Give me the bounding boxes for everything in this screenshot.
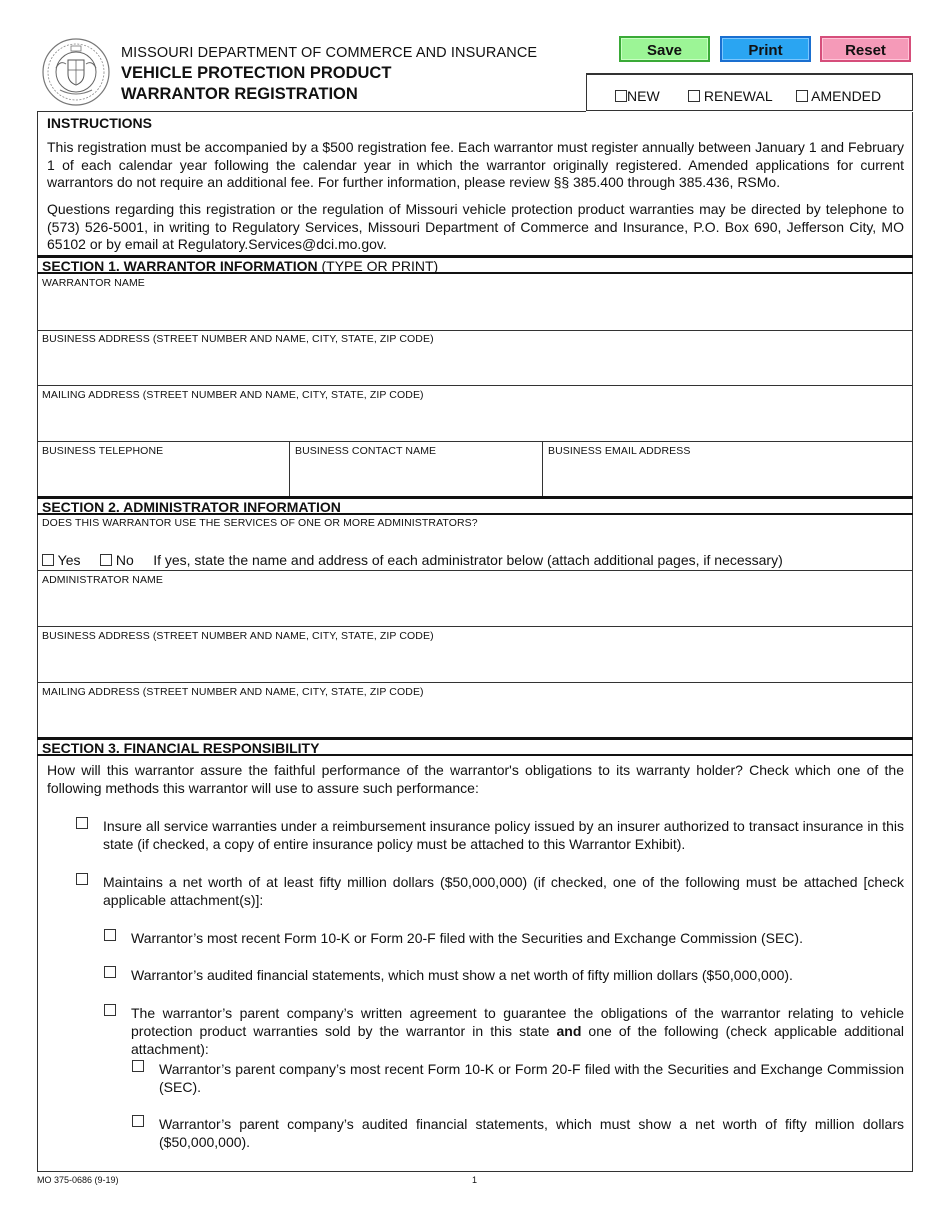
no-checkbox[interactable] [100,554,112,566]
renewal-label: RENEWAL [703,88,773,104]
amended-label: AMENDED [811,88,882,104]
section2-title-bold: SECTION 2. ADMINISTRATOR INFORMATION [42,499,341,515]
section1-title-bold: SECTION 1. WARRANTOR INFORMATION [42,258,318,274]
section3-title-bold: SECTION 3. FINANCIAL RESPONSIBILITY [42,740,320,756]
yes-label: Yes [57,552,81,568]
instructions-paragraph-1: This registration must be accompanied by a $500 registration fee. Each warrantor must register annually between January 1 and February 1 of each calendar year following the calendar year in which the warrantor originally registered. Amended applications for current warrantors do not require an additional fee. For further information, please review §§ 385.400 through 385.436, RSMo. [47,139,904,190]
warrantor-mailing-address-field[interactable] [38,402,912,441]
administrator-business-address-field[interactable] [38,643,912,682]
warrantor-business-address-label: BUSINESS ADDRESS (STREET NUMBER AND NAME, CITY, STATE, ZIP CODE) [42,333,434,345]
business-contact-name-label: BUSINESS CONTACT NAME [295,445,437,457]
networth-option-checkbox[interactable] [76,873,88,885]
form-title-line1: VEHICLE PROTECTION PRODUCT [121,64,392,82]
administrator-mailing-address-field[interactable] [38,699,912,737]
insurance-option-text: Insure all service warranties under a reimbursement insurance policy issued by an insurer authorized to transact insurance in this state (if checked, a copy of entire insurance policy must be attached to this Warrantor Exhibit). [103,818,904,852]
section1-subtitle: (TYPE OR PRINT) [317,258,439,274]
warrantor-business-address-field[interactable] [38,346,912,385]
warrantor-name-label: WARRANTOR NAME [42,277,145,289]
administrator-name-field[interactable] [38,587,912,626]
renewal-checkbox[interactable] [688,90,700,102]
administrator-business-address-label: BUSINESS ADDRESS (STREET NUMBER AND NAME, CITY, STATE, ZIP CODE) [42,630,434,642]
administrator-mailing-address-label: MAILING ADDRESS (STREET NUMBER AND NAME, CITY, STATE, ZIP CODE) [42,686,424,698]
state-seal-icon [42,38,110,106]
audited-statements-text: Warrantor’s audited financial statements, which must show a net worth of fifty million dollars ($50,000,000). [131,967,793,983]
parent-audited-checkbox[interactable] [132,1115,144,1127]
parent-guarantee-checkbox[interactable] [104,1004,116,1016]
save-button[interactable]: Save [619,36,710,62]
parent-10k-text: Warrantor’s parent company’s most recent Form 10-K or Form 20-F filed with the Securities and Exchange Commission (SEC). [159,1061,904,1095]
form-10k-checkbox[interactable] [104,929,116,941]
amended-option[interactable] [796,88,881,104]
warrantor-mailing-address-label: MAILING ADDRESS (STREET NUMBER AND NAME, CITY, STATE, ZIP CODE) [42,389,424,401]
if-yes-instruction: If yes, state the name and address of each administrator below (attach additional pages, if necessary) [153,552,783,568]
form-title-line2: WARRANTOR REGISTRATION [121,85,358,103]
form-10k-text: Warrantor’s most recent Form 10-K or Form 20-F filed with the Securities and Exchange Commission (SEC). [131,930,803,946]
divider [37,626,913,627]
new-option[interactable] [615,88,660,104]
networth-option-text: Maintains a net worth of at least fifty million dollars ($50,000,000) (if checked, one of the following must be attached [check applicable attachment(s)]: [103,874,904,908]
divider [37,682,913,683]
divider [37,570,913,571]
divider [37,330,913,331]
parent-audited-text: Warrantor’s parent company’s audited financial statements, which must show a net worth of fifty million dollars ($50,000,000). [159,1116,904,1150]
warrantor-name-field[interactable] [38,290,912,330]
business-email-label: BUSINESS EMAIL ADDRESS [548,445,691,457]
business-contact-name-field[interactable] [290,458,540,496]
administrators-answer-row [42,551,912,569]
section3-title [42,740,319,756]
yes-checkbox[interactable] [42,554,54,566]
form-number: MO 375-0686 (9-19) [37,1175,119,1185]
department-name: MISSOURI DEPARTMENT OF COMMERCE AND INSURANCE [121,45,538,61]
section3-intro: How will this warrantor assure the faithful performance of the warrantor's obligations to its warranty holder? Check which one of the following methods this warrantor will use to assure such performance: [47,762,904,796]
administrator-name-label: ADMINISTRATOR NAME [42,574,164,586]
parent-guarantee-text [131,1004,904,1058]
parent-guarantee-text-bold: and [556,1023,582,1039]
business-telephone-label: BUSINESS TELEPHONE [42,445,164,457]
section2-title [42,499,341,515]
page-number: 1 [472,1175,478,1185]
new-checkbox[interactable] [615,90,627,102]
divider [37,385,913,386]
parent-10k-checkbox[interactable] [132,1060,144,1072]
insurance-option-checkbox[interactable] [76,817,88,829]
parent-guarantee-text-pre: The warrantor’s parent company’s written agreement to guarantee the obligations of the warrantor relating to vehicle protection product warranties sold by the warrantor in this state [131,1005,904,1039]
divider [37,441,913,442]
amended-checkbox[interactable] [796,90,808,102]
parent-guarantee-text-post: one of the following (check applicable additional attachment): [131,1023,905,1057]
business-email-field[interactable] [543,458,912,496]
business-telephone-field[interactable] [38,458,288,496]
instructions-heading: INSTRUCTIONS [47,115,152,131]
audited-statements-checkbox[interactable] [104,966,116,978]
print-button[interactable]: Print [720,36,811,62]
no-label: No [115,552,134,568]
section1-title [42,258,438,274]
reset-button[interactable]: Reset [820,36,911,62]
administrators-question: DOES THIS WARRANTOR USE THE SERVICES OF ONE OR MORE ADMINISTRATORS? [42,517,478,529]
renewal-option[interactable] [688,88,773,104]
new-label: NEW [627,88,660,104]
instructions-paragraph-2: Questions regarding this registration or the regulation of Missouri vehicle protection product warranties may be directed by telephone to (573) 526-5001, in writing to Regulatory Services, Missouri Department of Commerce and Insurance, P.O. Box 690, Jefferson City, MO 65102 or by email at Regulatory.Services@dci.mo.gov. [47,201,904,252]
